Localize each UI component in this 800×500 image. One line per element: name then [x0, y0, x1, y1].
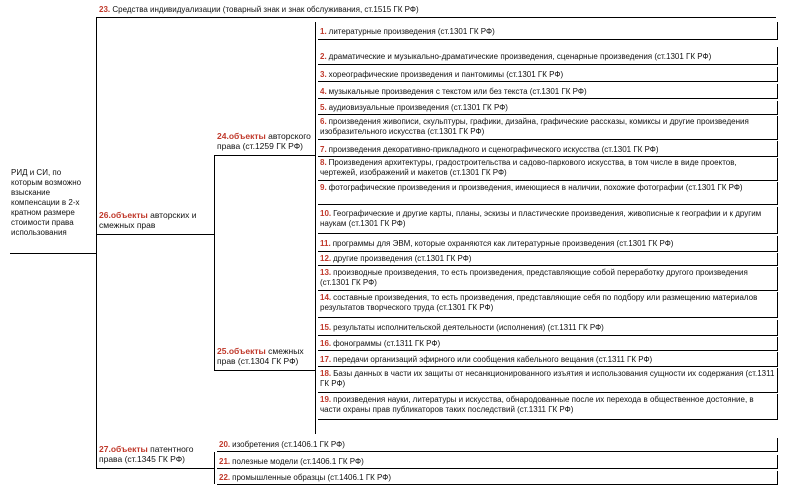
item-20	[217, 438, 778, 452]
item-number: 2.	[320, 52, 327, 61]
item-number: 15.	[320, 323, 332, 332]
item-text: Базы данных в части их защиты от несанкционированного изъятия и использования сущности их содержания (ст.1311 ГК РФ)	[320, 369, 775, 388]
item-text: хореографические произведения и пантомимы (ст.1301 ГК РФ)	[328, 70, 564, 79]
connector-23-horizontal	[96, 17, 776, 18]
group-text: патентного права (ст.1345 ГК РФ)	[99, 444, 194, 464]
item-number: 11.	[320, 239, 331, 248]
item-text: результаты исполнительской деятельности (исполнения) (ст.1311 ГК РФ)	[333, 323, 604, 332]
item-number: 7.	[320, 145, 327, 154]
item-10	[318, 207, 778, 234]
item-9	[318, 182, 778, 205]
item-15	[318, 320, 778, 336]
connector-27-underline	[96, 468, 214, 469]
item-text: произведения науки, литературы и искусства, обнародованные после их перехода в общественное достояние, в части охраны прав публикаторов таких последствий (ст.1311 ГК РФ)	[320, 395, 754, 414]
connector-24-underline	[214, 155, 315, 156]
subgroup-number: 25.	[217, 346, 229, 356]
item-text: полезные модели (ст.1406.1 ГК РФ)	[232, 457, 364, 466]
root-node	[11, 168, 93, 238]
item-17	[318, 352, 778, 367]
item-number: 10.	[320, 209, 332, 218]
group-number: 26.	[99, 210, 111, 220]
item-7	[318, 141, 778, 157]
item-text: произведения декоративно-прикладного и сценографического искусства (ст.1301 ГК РФ)	[328, 145, 659, 154]
item-number: 8.	[320, 158, 327, 167]
root-label: РИД и СИ, по которым возможно взыскание компенсации в 2-х кратном размере стоимости права использования	[11, 168, 82, 237]
item-4	[318, 84, 778, 99]
subgroup-24	[217, 131, 313, 151]
connector-root-bottom	[10, 253, 96, 254]
subgroup-text: смежных прав (ст.1304 ГК РФ)	[217, 346, 304, 366]
item-text: другие произведения (ст.1301 ГК РФ)	[333, 254, 472, 263]
connector-25-vertical	[315, 318, 316, 434]
connector-24-vertical	[315, 22, 316, 318]
item-text: музыкальные произведения с текстом или без текста (ст.1301 ГК РФ)	[328, 87, 587, 96]
item-text: Произведения архитектуры, градостроительства и садово-паркового искусства, в том числе в виде проектов, чертежей, изображений и макетов (ст.1301 ГК РФ)	[320, 158, 737, 177]
connector-26-vertical	[214, 155, 215, 370]
item-number: 13.	[320, 268, 332, 277]
item-6	[318, 116, 778, 140]
item-number: 17.	[320, 355, 332, 364]
item-13	[318, 267, 778, 291]
top-item-number: 23.	[99, 5, 111, 14]
connector-25-underline	[214, 370, 315, 371]
item-number: 12.	[320, 254, 332, 263]
group-number: 27.	[99, 444, 111, 454]
item-text: производные произведения, то есть произведения, представляющие собой переработку другого произведения (ст.1301 ГК РФ)	[320, 268, 748, 287]
group-26	[99, 210, 211, 230]
item-text: передачи организаций эфирного или сообщения кабельного вещания (ст.1311 ГК РФ)	[333, 355, 653, 364]
subgroup-title: объекты	[228, 346, 266, 356]
item-text: фонограммы (ст.1311 ГК РФ)	[333, 339, 441, 348]
item-number: 18.	[320, 369, 332, 378]
item-text: Географические и другие карты, планы, эскизы и пластические произведения, живописные к географии и к другим наукам (ст.1301 ГК РФ)	[320, 209, 762, 228]
item-text: изобретения (ст.1406.1 ГК РФ)	[232, 440, 345, 449]
item-number: 16.	[320, 339, 332, 348]
top-item-text: Средства индивидуализации (товарный знак и знак обслуживания, ст.1515 ГК РФ)	[112, 5, 419, 14]
item-number: 4.	[320, 87, 327, 96]
group-title: объекты	[110, 444, 148, 454]
item-number: 14.	[320, 293, 332, 302]
subgroup-text: авторского права (ст.1259 ГК РФ)	[217, 131, 311, 151]
item-5	[318, 101, 778, 115]
connector-main-vertical	[96, 17, 97, 468]
item-text: драматические и музыкально-драматические произведения, сценарные произведения (ст.1301 ГК РФ)	[328, 52, 712, 61]
item-number: 5.	[320, 103, 327, 112]
connector-26-underline	[96, 234, 214, 235]
item-number: 20.	[219, 440, 231, 449]
item-number: 1.	[320, 27, 327, 36]
item-number: 3.	[320, 70, 327, 79]
item-21	[217, 455, 778, 469]
subgroup-25	[217, 346, 313, 366]
item-number: 19.	[320, 395, 332, 404]
item-text: произведения живописи, скульптуры, графики, дизайна, графические рассказы, комиксы и другие произведения изобразительного искусства (ст.1301 ГК РФ)	[320, 117, 749, 136]
item-text: литературные произведения (ст.1301 ГК РФ)	[328, 27, 495, 36]
item-2	[318, 47, 778, 65]
item-14	[318, 292, 778, 318]
group-text: авторских и смежных прав	[99, 210, 197, 230]
subgroup-title: объекты	[228, 131, 266, 141]
item-11	[318, 236, 778, 252]
item-text: составные произведения, то есть произведения, представляющие себя по подбору или размещению материалов результатов творческого труда (ст.1301 ГК РФ)	[320, 293, 758, 312]
group-title: объекты	[110, 210, 148, 220]
item-number: 9.	[320, 183, 327, 192]
item-12	[318, 253, 778, 266]
top-item-23	[99, 5, 759, 15]
item-number: 6.	[320, 117, 327, 126]
item-18	[318, 368, 778, 393]
item-text: аудиовизуальные произведения (ст.1301 ГК РФ)	[328, 103, 508, 112]
connector-27-vertical	[214, 452, 215, 484]
subgroup-number: 24.	[217, 131, 229, 141]
item-text: фотографические произведения и произведения, имеющиеся в наличии, похожие фотографии (ст.1301 ГК РФ)	[328, 183, 743, 192]
item-19	[318, 394, 778, 420]
group-27	[99, 444, 211, 464]
item-16	[318, 337, 778, 351]
item-3	[318, 67, 778, 82]
item-number: 22.	[219, 473, 231, 482]
item-text: программы для ЭВМ, которые охраняются как литературные произведения (ст.1301 ГК РФ)	[332, 239, 674, 248]
item-1	[318, 22, 778, 40]
item-22	[217, 471, 778, 485]
item-number: 21.	[219, 457, 231, 466]
item-8	[318, 158, 778, 181]
item-text: промышленные образцы (ст.1406.1 ГК РФ)	[232, 473, 392, 482]
